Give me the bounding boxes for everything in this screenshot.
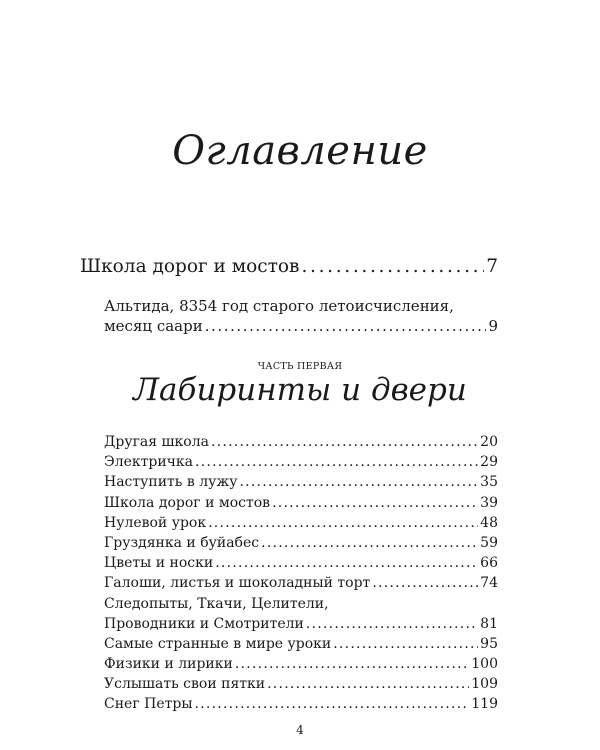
- toc-entry-page: 35: [480, 474, 498, 491]
- toc-entry-page: 74: [480, 575, 498, 592]
- toc-entry: [104, 696, 498, 716]
- dot-leader: [239, 474, 478, 490]
- dot-leader: [267, 676, 469, 692]
- toc-entry-label: Услышать свои пятки: [104, 676, 266, 693]
- toc-entry: [104, 676, 498, 696]
- toc-entry-label: Нулевой урок: [104, 514, 207, 531]
- toc-entry-multiline-line1: Следопыты, Ткачи, Целители,: [104, 595, 329, 612]
- toc-entry-label: Самые странные в мире уроки: [104, 635, 332, 652]
- toc-entry: [104, 434, 498, 454]
- toc-title: Оглавление: [172, 128, 428, 174]
- toc-entry: [104, 495, 498, 515]
- toc-entry-label: Школа дорог и мостов: [80, 256, 300, 277]
- chapter-list: [104, 434, 498, 717]
- toc-entry-page: 20: [480, 434, 498, 450]
- toc-entry-page: 100: [471, 656, 498, 673]
- dot-leader: [272, 495, 478, 511]
- toc-entry-prologue-line1: Альтида, 8354 год старого летоисчисления,: [104, 297, 454, 315]
- part-label: ЧАСТЬ ПЕРВАЯ: [257, 361, 343, 372]
- toc-entry-page: 109: [471, 676, 498, 693]
- toc-entry-page: 9: [488, 317, 498, 335]
- toc-entry-main: [80, 256, 498, 277]
- toc-entry-label: Цветы и носки: [104, 555, 214, 572]
- page-number: 4: [296, 723, 304, 737]
- toc-entry: [104, 656, 498, 676]
- dot-leader: [205, 317, 487, 335]
- toc-entry-page: 29: [480, 454, 498, 471]
- dot-leader: [215, 555, 478, 571]
- dot-leader: [372, 575, 478, 591]
- toc-entry-label: Физики и лирики: [104, 656, 233, 673]
- toc-entry-label: месяц саари: [104, 317, 203, 335]
- toc-entry-prologue: [104, 317, 498, 335]
- toc-entry-page: 119: [471, 696, 498, 713]
- toc-entry: [104, 454, 498, 474]
- toc-entry-page: 66: [480, 555, 498, 572]
- part-title: Лабиринты и двери: [133, 372, 467, 408]
- toc-entry-page: 95: [480, 635, 498, 652]
- toc-entry: [104, 515, 498, 535]
- toc-entry-page: 48: [480, 514, 498, 531]
- toc-entry-label: Другая школа: [104, 434, 209, 450]
- toc-entry: [104, 474, 498, 494]
- dot-leader: [306, 616, 478, 632]
- toc-entry: [104, 575, 498, 595]
- dot-leader: [195, 454, 478, 470]
- toc-entry-page: 7: [486, 256, 498, 277]
- toc-entry-label: Наступить в лужу: [104, 474, 238, 491]
- toc-entry-label: Школа дорог и мостов: [104, 494, 271, 511]
- toc-entry-page: 81: [480, 615, 498, 632]
- toc-entry: [104, 616, 498, 636]
- dot-leader: [261, 535, 478, 551]
- toc-entry: [104, 555, 498, 575]
- toc-entry-label: Груздянка и буйабес: [104, 534, 260, 551]
- toc-entry-label: Проводники и Смотрители: [104, 615, 304, 632]
- toc-entry-page: 39: [480, 494, 498, 511]
- dot-leader: [301, 256, 484, 277]
- toc-entry-label: Галоши, листья и шоколадный торт: [104, 575, 371, 592]
- toc-entry-page: 59: [480, 534, 498, 551]
- dot-leader: [194, 696, 469, 712]
- dot-leader: [235, 656, 469, 672]
- toc-entry-label: Снег Петры: [104, 696, 193, 713]
- toc-entry: [104, 535, 498, 555]
- dot-leader: [333, 636, 478, 652]
- toc-entry-label: Электричка: [104, 454, 194, 471]
- dot-leader: [208, 515, 478, 531]
- toc-entry: [104, 636, 498, 656]
- dot-leader: [211, 434, 478, 450]
